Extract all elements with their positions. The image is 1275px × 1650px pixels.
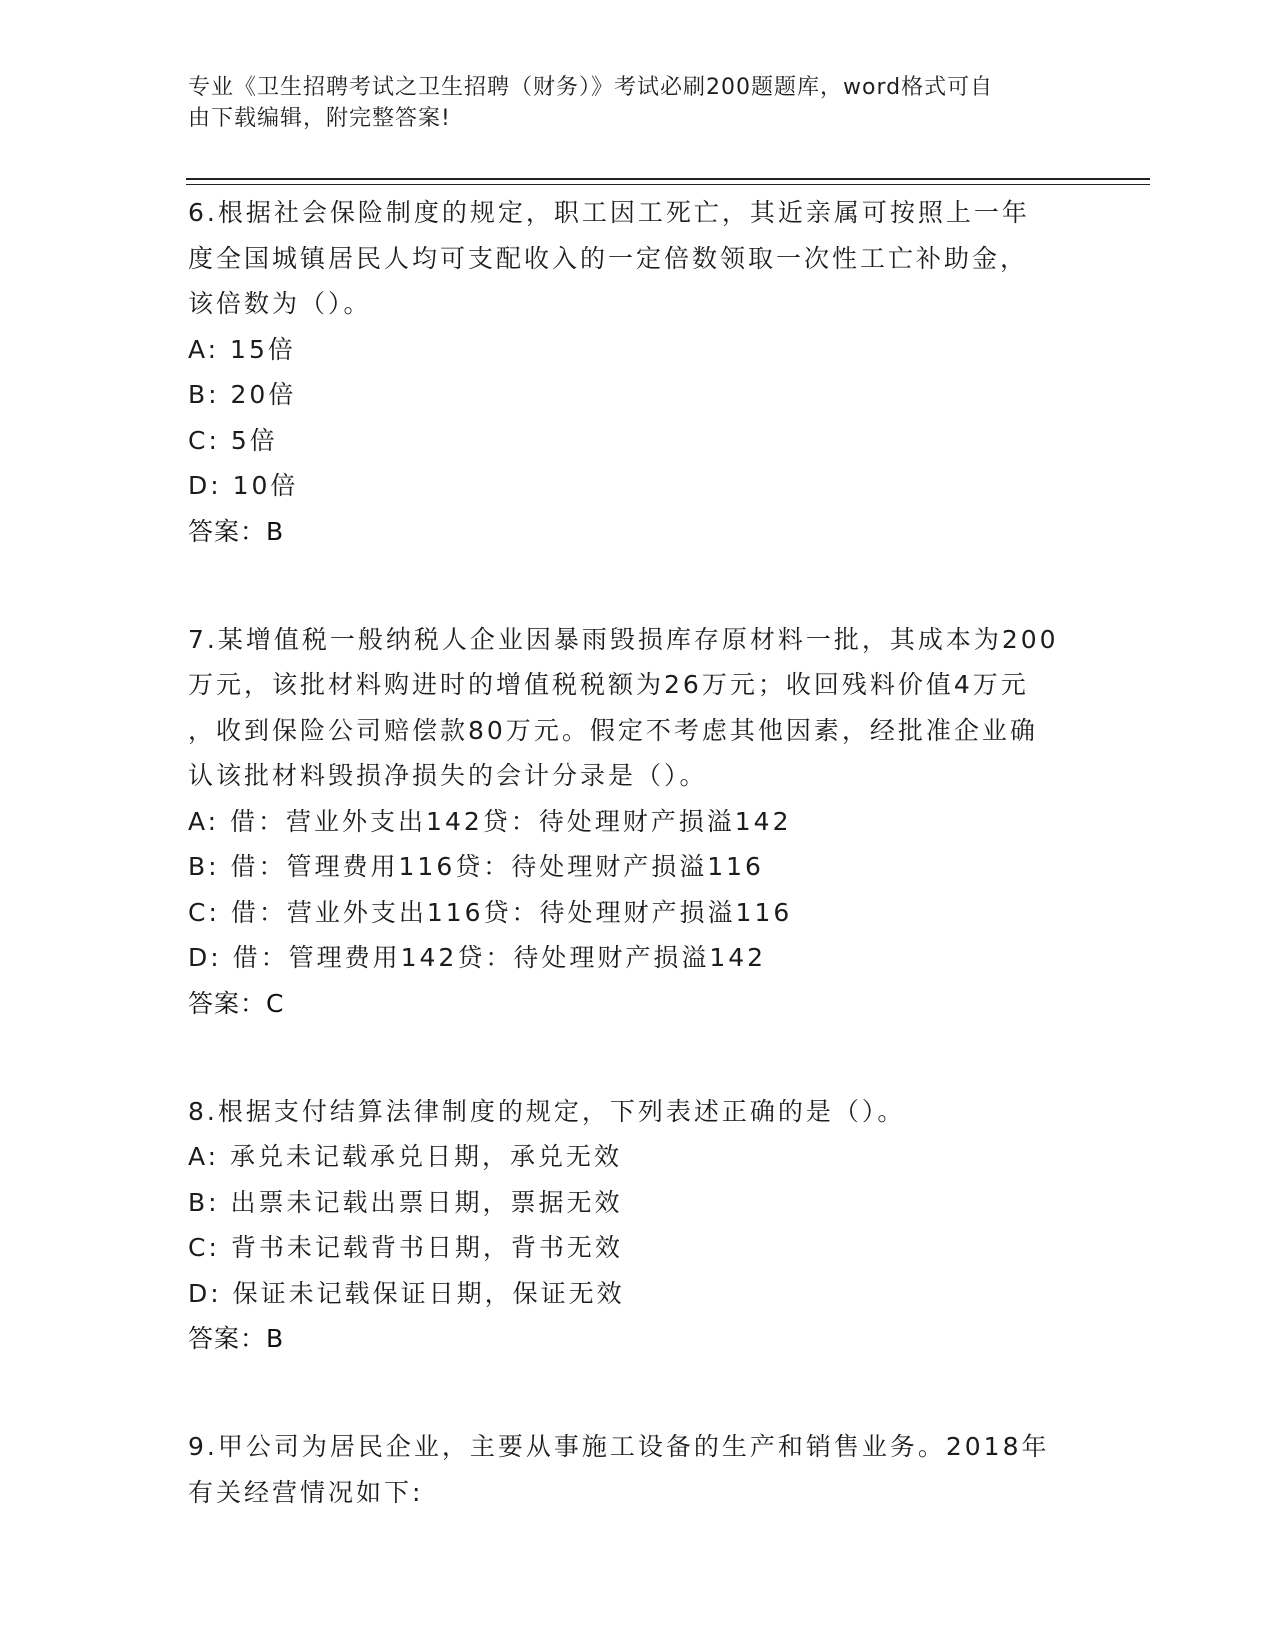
question-stem-line: 8.根据支付结算法律制度的规定，下列表述正确的是（）。 <box>188 1096 906 1126</box>
question-stem-line: 6.根据社会保险制度的规定，职工因工死亡，其近亲属可按照上一年 <box>188 198 1030 227</box>
option-d: D: 保证未记载保证日期，保证无效 <box>188 1278 625 1308</box>
option-d: D: 借：管理费用142贷：待处理财产损溢142 <box>188 943 767 972</box>
answer-line: 答案：B <box>188 1324 285 1353</box>
header-line-1: 专业《卫生招聘考试之卫生招聘（财务）》考试必刷200题题库，word格式可自 <box>188 75 994 100</box>
question-stem-line: 9.甲公司为居民企业，主要从事施工设备的生产和销售业务。2018年 <box>188 1432 1050 1461</box>
option-b: B: 借：管理费用116贷：待处理财产损溢116 <box>188 852 764 881</box>
option-a: A: 15倍 <box>188 334 296 364</box>
option-a: A: 承兑未记载承兑日期，承兑无效 <box>188 1142 623 1171</box>
question-7 <box>188 617 1088 1026</box>
question-6 <box>188 190 1088 554</box>
question-9 <box>188 1424 1088 1515</box>
question-stem-line: 万元，该批材料购进时的增值税税额为26万元；收回残料价值4万元 <box>188 670 1029 699</box>
question-stem-line: ，收到保险公司赔偿款80万元。假定不考虑其他因素，经批准企业确 <box>188 715 1038 745</box>
document-header <box>188 72 1068 134</box>
question-gap <box>188 1361 1088 1424</box>
answer-line: 答案：C <box>188 988 285 1018</box>
option-c: C: 借：营业外支出116贷：待处理财产损溢116 <box>188 897 793 927</box>
header-rule-thick <box>186 178 1150 180</box>
option-a: A: 借：营业外支出142贷：待处理财产损溢142 <box>188 806 792 836</box>
answer-line: 答案：B <box>188 516 285 546</box>
option-b: B: 出票未记载出票日期，票据无效 <box>188 1187 623 1217</box>
option-c: C: 5倍 <box>188 425 278 455</box>
question-list <box>188 190 1088 1515</box>
question-stem-line: 认该批材料毁损净损失的会计分录是（）。 <box>188 761 708 790</box>
question-8 <box>188 1089 1088 1362</box>
header-line-2: 由下载编辑，附完整答案! <box>188 106 451 131</box>
question-stem-line: 度全国城镇居民人均可支配收入的一定倍数领取一次性工亡补助金， <box>188 243 1029 273</box>
question-gap <box>188 1026 1088 1089</box>
question-stem-line: 该倍数为（）。 <box>188 289 372 318</box>
header-rule-thin <box>186 184 1150 185</box>
question-stem-line: 7.某增值税一般纳税人企业因暴雨毁损库存原材料一批，其成本为200 <box>188 624 1059 654</box>
question-gap <box>188 554 1088 617</box>
option-c: C: 背书未记载背书日期，背书无效 <box>188 1233 623 1262</box>
question-stem-line: 有关经营情况如下: <box>188 1477 424 1507</box>
option-d: D: 10倍 <box>188 471 299 500</box>
option-b: B: 20倍 <box>188 380 297 409</box>
